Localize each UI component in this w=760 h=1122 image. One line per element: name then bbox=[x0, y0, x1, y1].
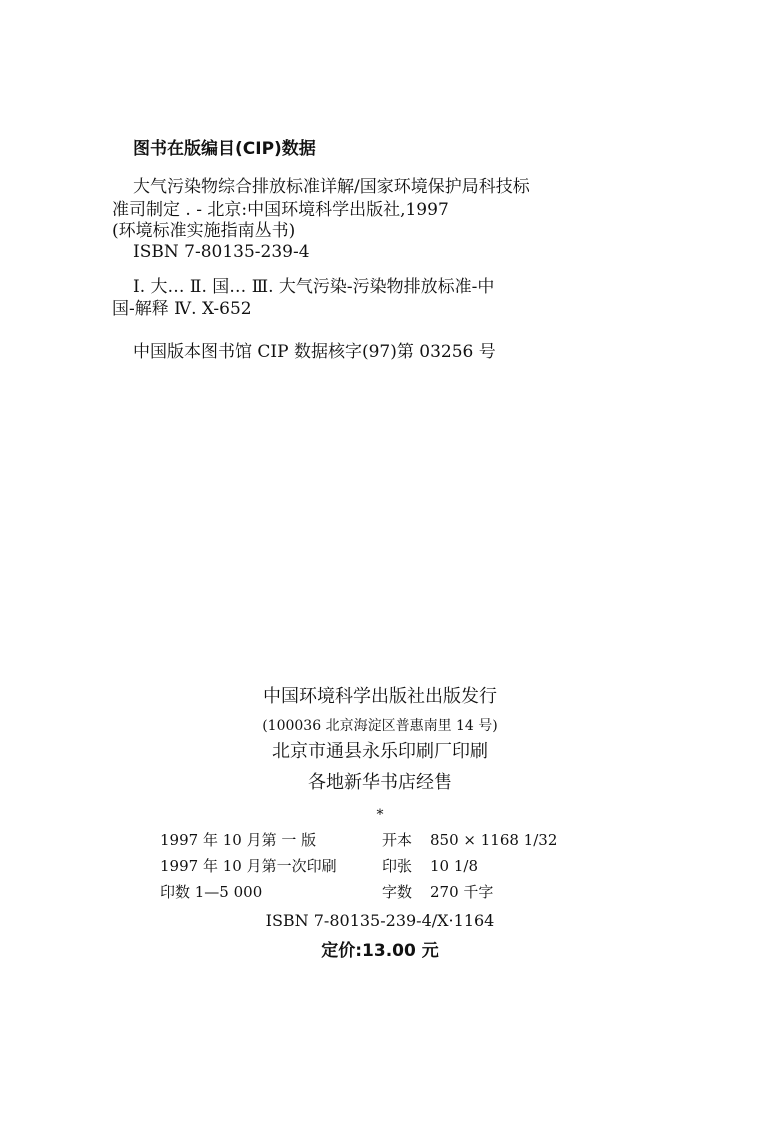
copies: 印数 1—5 000 bbox=[160, 883, 263, 901]
printer: 北京市通县永乐印刷厂印刷 bbox=[272, 741, 488, 762]
cip-title-line-1: 大气污染物综合排放标准详解/国家环境保护局科技标 bbox=[133, 177, 530, 197]
cip-record-number: 中国版本图书馆 CIP 数据核字(97)第 03256 号 bbox=[133, 342, 496, 362]
cip-subject-line-1: Ⅰ. 大… Ⅱ. 国… Ⅲ. 大气污染-污染物排放标准-中 bbox=[133, 277, 495, 297]
publisher-address: (100036 北京海淀区普惠南里 14 号) bbox=[262, 718, 498, 734]
price: 定价:13.00 元 bbox=[321, 941, 439, 961]
format-label: 开本 bbox=[382, 831, 413, 849]
isbn-full: ISBN 7-80135-239-4/X·1164 bbox=[265, 911, 495, 930]
sheets-value: 10 1/8 bbox=[430, 857, 478, 875]
format-value: 850 × 1168 1/32 bbox=[430, 831, 558, 849]
printing: 1997 年 10 月第一次印刷 bbox=[160, 857, 337, 875]
cip-heading: 图书在版编目(CIP)数据 bbox=[133, 139, 316, 159]
edition: 1997 年 10 月第 一 版 bbox=[160, 831, 317, 849]
separator-star: * bbox=[376, 807, 384, 823]
distributor: 各地新华书店经售 bbox=[308, 772, 452, 793]
cip-series: (环境标准实施指南丛书) bbox=[112, 221, 296, 241]
cip-title-line-2: 准司制定 . - 北京:中国环境科学出版社,1997 bbox=[112, 200, 449, 220]
cip-isbn: ISBN 7-80135-239-4 bbox=[133, 242, 310, 262]
sheets-label: 印张 bbox=[382, 857, 413, 875]
cip-subject-line-2: 国-解释 Ⅳ. X-652 bbox=[112, 299, 252, 319]
publisher: 中国环境科学出版社出版发行 bbox=[263, 686, 497, 707]
words-value: 270 千字 bbox=[430, 883, 494, 901]
words-label: 字数 bbox=[382, 883, 413, 901]
